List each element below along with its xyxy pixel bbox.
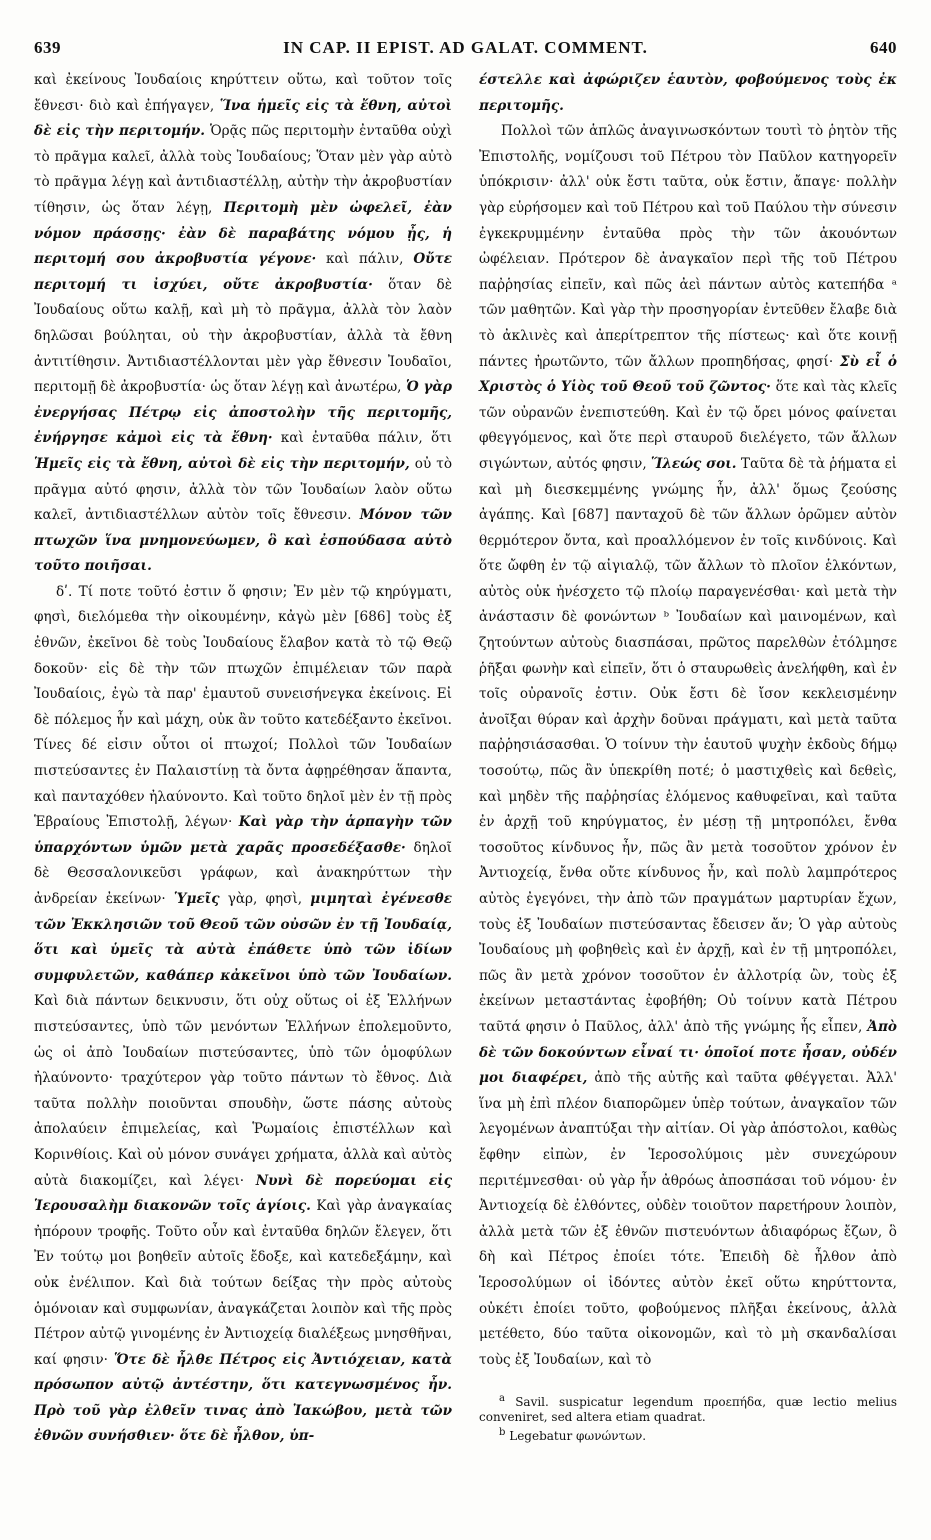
text-run: Πολλοὶ τῶν ἁπλῶς ἀναγινωσκόντων τουτὶ τὸ ῥητὸν τῆς Ἐπιστολῆς, νομίζουσι τοῦ Πέτρου τὸν Παῦλον κατηγορεῖν ὑπόκρισιν· ἀλλ' οὐκ ἔστι ταῦτα, οὐκ ἔστιν, ἄπαγε· πολλὴν γὰρ εὑρήσομεν καὶ τοῦ Πέτρου καὶ τοῦ Παύλου τὴν σύνεσιν ἐγκεκρυμμένην ἐνταῦθα πρὸς τὴν τῶν ἀκουόντων ὠφέλειαν. Πρότερον δὲ ἀναγκαῖον περὶ τῆς τοῦ Πέτρου παῤῥησίας εἰπεῖν, καὶ πῶς ἀεὶ πάντων αὐτὸς κατεπήδα ᵃ τῶν μαθητῶν. Καὶ γὰρ τὴν προσηγορίαν ἐντεῦθεν ἔλαβε διὰ τὸ ἀκλινὲς καὶ ἀπερίτρεπτον τῆς πίστεως· καὶ ὅτε κοινῇ πάντες ἠρωτῶντο, τῶν ἄλλων προπηδήσας, φησί· xyxy=(479,123,897,370)
quoted-scripture: μιμηταὶ ἐγένεσθε τῶν Ἐκκλησιῶν τοῦ Θεοῦ τῶν οὐσῶν ἐν τῇ Ἰουδαίᾳ, ὅτι καὶ ὑμεῖς τὰ αὐτὰ ἐπάθετε ὑπὸ τῶν ἰδίων συμφυλετῶν, καθάπερ κἀκεῖνοι ὑπὸ τῶν Ἰουδαίων. xyxy=(34,891,452,984)
right-page-number: 640 xyxy=(869,38,897,57)
quoted-scripture: Ὅτε δὲ ἦλθε Πέτρος εἰς Ἀντιόχειαν, κατὰ πρόσωπον αὐτῷ ἀντέστην, ὅτι κατεγνωσμένος ἦν. Πρὸ τοῦ γὰρ ἐλθεῖν τινας ἀπὸ Ἰακώβου, μετὰ τῶν ἐθνῶν συνήσθιεν· ὅτε δὲ ἦλθον, ὑπ- xyxy=(34,1351,452,1445)
running-header xyxy=(34,38,897,66)
right-paragraph-1 xyxy=(479,68,897,119)
quoted-scripture: Οὔτε περιτομή τι ἰσχύει, οὔτε ἀκροβυστία· xyxy=(34,251,452,293)
footnote-text: Savil. suspicatur legendum προεπήδα, quæ lectio melius conveniret, sed altera etiam quadrat. xyxy=(479,1395,897,1425)
quoted-scripture: Ἵνα ἡμεῖς εἰς τὰ ἔθνη, αὐτοὶ δὲ εἰς τὴν περιτομήν. xyxy=(34,97,452,140)
left-page-number: 639 xyxy=(34,38,61,57)
left-paragraph-2 xyxy=(34,580,452,1450)
text-run: καὶ ἐκείνους Ἰουδαίοις κηρύττειν οὕτω, καὶ τοῦτον τοῖς ἔθνεσι· διὸ καὶ ἐπήγαγεν, xyxy=(34,72,452,114)
quoted-scripture: Ὑμεῖς xyxy=(173,891,220,907)
text-run: Ὁρᾷς πῶς περιτομὴν ἐνταῦθα οὐχὶ τὸ πρᾶγμα καλεῖ, ἀλλὰ τοὺς Ἰουδαίους; Ὅταν μὲν γὰρ αὐτὸ τὸ πρᾶγμα λέγῃ καὶ ἀντιδιαστέλλῃ, αὐτὴν τὴν ἀκροβυστίαν τίθησιν, ὡς ὅταν λέγῃ, xyxy=(34,123,452,216)
text-run: ὅταν δὲ Ἰουδαίους οὕτω καλῇ, καὶ μὴ τὸ πρᾶγμα, ἀλλὰ τὸν λαὸν δηλῶσαι βούληται, οὐ τὴν ἀκροβυστίαν, ἀλλὰ τὰ ἔθνη ἀντιτίθησιν. Ἀντιδιαστέλλονται μὲν γὰρ ἔθνεσιν Ἰουδαῖοι, περιτομῇ δὲ ἀκροβυστία· ὡς ὅταν λέγῃ καὶ ἀνωτέρω, xyxy=(34,276,452,396)
left-paragraph-1 xyxy=(34,68,452,580)
footnote-mark: b xyxy=(499,1427,506,1439)
quoted-scripture: Ἡμεῖς εἰς τὰ ἔθνη, αὐτοὶ δὲ εἰς τὴν περιτομήν, xyxy=(34,455,410,472)
text-run: ὅτε καὶ τὰς κλεῖς τῶν οὐρανῶν ἐνεπιστεύθη. Καὶ ἐν τῷ ὄρει μόνος φαίνεται φθεγγόμενος, καὶ ὅτε περὶ σταυροῦ διελέγετο, τῶν ἄλλων σιγώντων, αὐτός φησιν, xyxy=(479,379,898,472)
text-run: Καὶ γὰρ ἀναγκαίας ἠπόρουν τροφῆς. Τοῦτο οὖν καὶ ἐνταῦθα δηλῶν ἔλεγεν, ὅτι Ἐν τούτῳ μοι βοηθεῖν αὐτοῖς ἔδοξε, καὶ κατεδεξάμην, καὶ οὐκ ἐνέλιπον. Καὶ διὰ τούτων δείξας τὴν πρὸς αὐτοὺς ὁμόνοιαν καὶ συμφωνίαν, ἀναγκάζεται λοιπὸν καὶ τῆς πρὸς Πέτρον αὐτῷ γινομένης ἐν Ἀντιοχείᾳ διαλέξεως μνησθῆναι, καί φησιν· xyxy=(34,1198,452,1368)
text-run: καὶ ἐνταῦθα πάλιν, ὅτι xyxy=(272,430,452,447)
text-run: οὐ τὸ πρᾶγμα αὐτό φησιν, ἀλλὰ τὸν τῶν Ἰουδαίων λαὸν οὕτω καλεῖ, ἀντιδιαστέλλων αὐτὸν τοῖς ἔθνεσιν. xyxy=(34,455,452,524)
quoted-scripture: Ἵλεώς σοι. xyxy=(651,455,737,472)
quoted-scripture: Περιτομὴ μὲν ὠφελεῖ, ἐὰν νόμον πράσσῃς· ἐὰν δὲ παραβάτης νόμου ᾖς, ἡ περιτομή σου ἀκροβυστία γέγονε· xyxy=(34,199,452,268)
footnote-mark: a xyxy=(499,1393,505,1405)
quoted-scripture: έστελλε καὶ ἀφώριζεν ἑαυτὸν, φοβούμενος τοὺς ἐκ περιτομῆς. xyxy=(479,72,897,114)
quoted-scripture: Ὁ γὰρ ἐνεργήσας Πέτρῳ εἰς ἀποστολὴν τῆς περιτομῆς, ἐνήργησε κἀμοὶ εἰς τὰ ἔθνη· xyxy=(34,379,452,447)
quoted-scripture: Σὺ εἶ ὁ Χριστὸς ὁ Υἱὸς τοῦ Θεοῦ τοῦ ζῶντος· xyxy=(479,353,898,396)
quoted-scripture: Νυνὶ δὲ πορεύομαι εἰς Ἱερουσαλὴμ διακονῶν τοῖς ἁγίοις. xyxy=(34,1172,452,1215)
right-column xyxy=(479,68,897,1450)
running-title: IN CAP. II EPIST. AD GALAT. COMMENT. xyxy=(283,38,648,57)
footnote-text: Legebatur φωνώντων. xyxy=(509,1429,647,1444)
text-run: ἀπὸ τῆς αὐτῆς καὶ ταῦτα φθέγγεται. Ἀλλ' ἵνα μὴ ἐπὶ πλέον διαπορῶμεν ὑπὲρ τούτων, ἀναγκαῖον τῶν λεγομένων ἀναπτύξαι τὴν αἰτίαν. Οἱ γὰρ ἀπόστολοι, καθὼς ἔφθην εἰπὼν, ἐν Ἱεροσολύμοις μὲν συνεχώρουν περιτέμνεσθαι· οὐ γὰρ ἦν ἀθρόως ἀποσπάσαι τοῦ νόμου· ἐν Ἀντιοχείᾳ δὲ ἐλθόντες, οὐδὲν τοιοῦτον παρετήρουν λοιπὸν, ἀλλὰ μετὰ τῶν ἐξ ἐθνῶν πιστευόντων ἀδιαφόρως ἔζων, ὃ δὴ καὶ Πέτρος ἐποίει τότε. Ἐπειδὴ δὲ ἦλθον ἀπὸ Ἱεροσολύμων οἱ ἰδόντες αὐτὸν ἐκεῖ οὕτω κηρύττοντα, οὐκέτι ἐποίει τοῦτο, φοβούμενος πλῆξαι ἐκείνους, ἀλλὰ μετέθετο, δύο ταῦτα οἰκονομῶν, καὶ τὸ μὴ σκανδαλίσαι τοὺς ἐξ Ἰουδαίων, καὶ τὸ xyxy=(479,1070,897,1368)
right-paragraph-2 xyxy=(479,119,897,1373)
text-run: δʹ. Τί ποτε τοῦτό ἐστιν ὅ φησιν; Ἐν μὲν τῷ κηρύγματι, φησὶ, διελόμεθα τὴν οἰκουμένην, κἀγὼ μὲν [686] τοὺς ἐξ ἐθνῶν, ἐκεῖνοι δὲ τοὺς Ἰουδαίους ἔλαβον κατὰ τὸ τῷ Θεῷ δοκοῦν· εἰς δὲ τὴν τῶν πτωχῶν ἐπιμέλειαν τῶν παρὰ Ἰουδαίοις, ἐγὼ τὰ παρ' ἐμαυτοῦ συνεισήνεγκα ἐκείνοις. Εἰ δὲ πόλεμος ἦν καὶ μάχη, οὐκ ἂν τοῦτο κατεδέξαντο ἐκεῖνοι. Τίνες δέ εἰσιν οὗτοι οἱ πτωχοί; Πολλοὶ τῶν Ἰουδαίων πιστεύσαντες ἐν Παλαιστίνῃ τὰ ὄντα ἀφῃρέθησαν ἅπαντα, καὶ πανταχόθεν ἠλαύνοντο. Καὶ τοῦτο δηλοῖ μὲν ἐν τῇ πρὸς Ἑβραίους Ἐπιστολῇ, λέγων· xyxy=(34,583,452,831)
quoted-scripture: Μόνον τῶν πτωχῶν ἵνα μνημονεύωμεν, ὃ καὶ ἐσπούδασα αὐτὸ τοῦτο ποιῆσαι. xyxy=(34,507,452,575)
quoted-scripture: Ἀπὸ δὲ τῶν δοκούντων εἶναί τι· ὁποῖοί ποτε ἦσαν, οὐδέν μοι διαφέρει, xyxy=(479,1018,897,1087)
left-column xyxy=(34,68,452,1450)
text-run: γὰρ, φησὶ, xyxy=(219,891,311,907)
text-run: καὶ πάλιν, xyxy=(316,251,414,268)
footnote-a xyxy=(479,1391,897,1425)
text-run: δηλοῖ δὲ Θεσσαλονικεῦσι γράφων, καὶ ἀνακηρύττων τὴν ἀνδρείαν ἐκείνων· xyxy=(34,839,452,907)
quoted-scripture: Καὶ γὰρ τὴν ἁρπαγὴν τῶν ὑπαρχόντων ὑμῶν μετὰ χαρᾶς προσεδέξασθε· xyxy=(34,814,452,856)
text-run: Ταῦτα δὲ τὰ ῥήματα εἰ καὶ μὴ διεσκεμμένης γνώμης ἦν, ἀλλ' ὅμως ζεούσης ἀγάπης. Καὶ [687] πανταχοῦ δὲ τῶν ἄλλων ὁρῶμεν αὐτὸν θερμότερον ὄντα, καὶ προαλλόμενον ἐν τοῖς κινδύνοις. Καὶ ὅτε ὤφθη ἐν τῷ αἰγιαλῷ, τῶν ἄλλων τὸ πλοῖον ἑλκόντων, αὐτὸς οὐκ ἠνέσχετο τῷ πλοίῳ παραγενέσθαι· καὶ μετὰ τὴν ἀνάστασιν δὲ φονώντων ᵇ Ἰουδαίων καὶ μαινομένων, καὶ ζητούντων αὐτοὺς διασπάσαι, πρῶτος παρελθὼν ἐτόλμησε ῥῆξαι φωνὴν καὶ εἰπεῖν, ὅτι ὁ σταυρωθεὶς ἀνελήφθη, καὶ ἐν τοῖς οὐρανοῖς ἐστιν. Οὐκ ἔστι δὲ ἴσον κεκλεισμένην ἀνοῖξαι θύραν καὶ ἀρχὴν δοῦναι πράγματι, καὶ μετὰ ταῦτα παῤῥησιάσασθαι. Ὁ τοίνυν τὴν ἑαυτοῦ ψυχὴν ἐκδοὺς δήμῳ τοσούτῳ, πῶς ἂν ὑπεκρίθη ποτέ; ὁ μαστιχθεὶς καὶ δεθεὶς, καὶ μηδὲν τῆς παῤῥησίας ἑλόμενος καθυφεῖναι, καὶ ταῦτα ἐν ἀρχῇ τοῦ κηρύγματος, ἐν μέσῃ τῇ μητροπόλει, ἔνθα τοσοῦτος κίνδυνος ἦν, πῶς ἂν μετὰ τοσοῦτον χρόνον ἐν Ἀντιοχείᾳ, ἔνθα οὔτε κίνδυνος ἦν, καὶ πολὺ λαμπρότερος αὐτὸς ἐγεγόνει, τὴν ἀπὸ τῶν πραγμάτων μαρτυρίαν ἔχων, τοὺς ἐξ Ἰουδαίων πιστεύσαντας ἔδεισεν ἄν; Ὁ γὰρ αὐτοὺς Ἰουδαίους μὴ φοβηθεὶς καὶ ἐν ἀρχῇ, καὶ ἐν τῇ μητροπόλει, πῶς ἂν μετὰ χρόνον τοσοῦτον ἐν ἀλλοτρίᾳ ὢν, τοὺς ἐξ ἐκείνων μεταστάντας ἐφοβήθη; Οὐ τοίνυν κατὰ Πέτρου ταῦτά φησιν ὁ Παῦλος, ἀλλ' ἀπὸ τῆς γνώμης ἧς εἶπεν, xyxy=(479,455,897,1035)
footnotes xyxy=(479,1387,897,1444)
text-run: Καὶ διὰ πάντων δεικνυσιν, ὅτι οὐχ οὕτως οἱ ἐξ Ἑλλήνων πιστεύσαντες, ὑπὸ τῶν μενόντων Ἑλλήνων ἐπολεμοῦντο, ὡς οἱ ἀπὸ Ἰουδαίων πιστεύσαντες, ὑπὸ τῶν ὁμοφύλων ἠλαύνοντο· τραχύτερον γὰρ τοῦτο πάντων τὸ ἔθνος. Διὰ ταῦτα πολλὴν ποιοῦνται σπουδὴν, ὥστε πάσης αὐτοὺς ἀπολαύειν ἐπιμελείας, καὶ Ῥωμαίοις ἐπιστέλλων καὶ Κορινθίοις. Καὶ οὐ μόνον συνάγει χρήματα, ἀλλὰ καὶ αὐτὸς αὐτὰ διακομίζει, καὶ λέγει· xyxy=(34,993,452,1189)
text-columns xyxy=(34,68,897,1450)
footnote-b xyxy=(479,1425,897,1444)
